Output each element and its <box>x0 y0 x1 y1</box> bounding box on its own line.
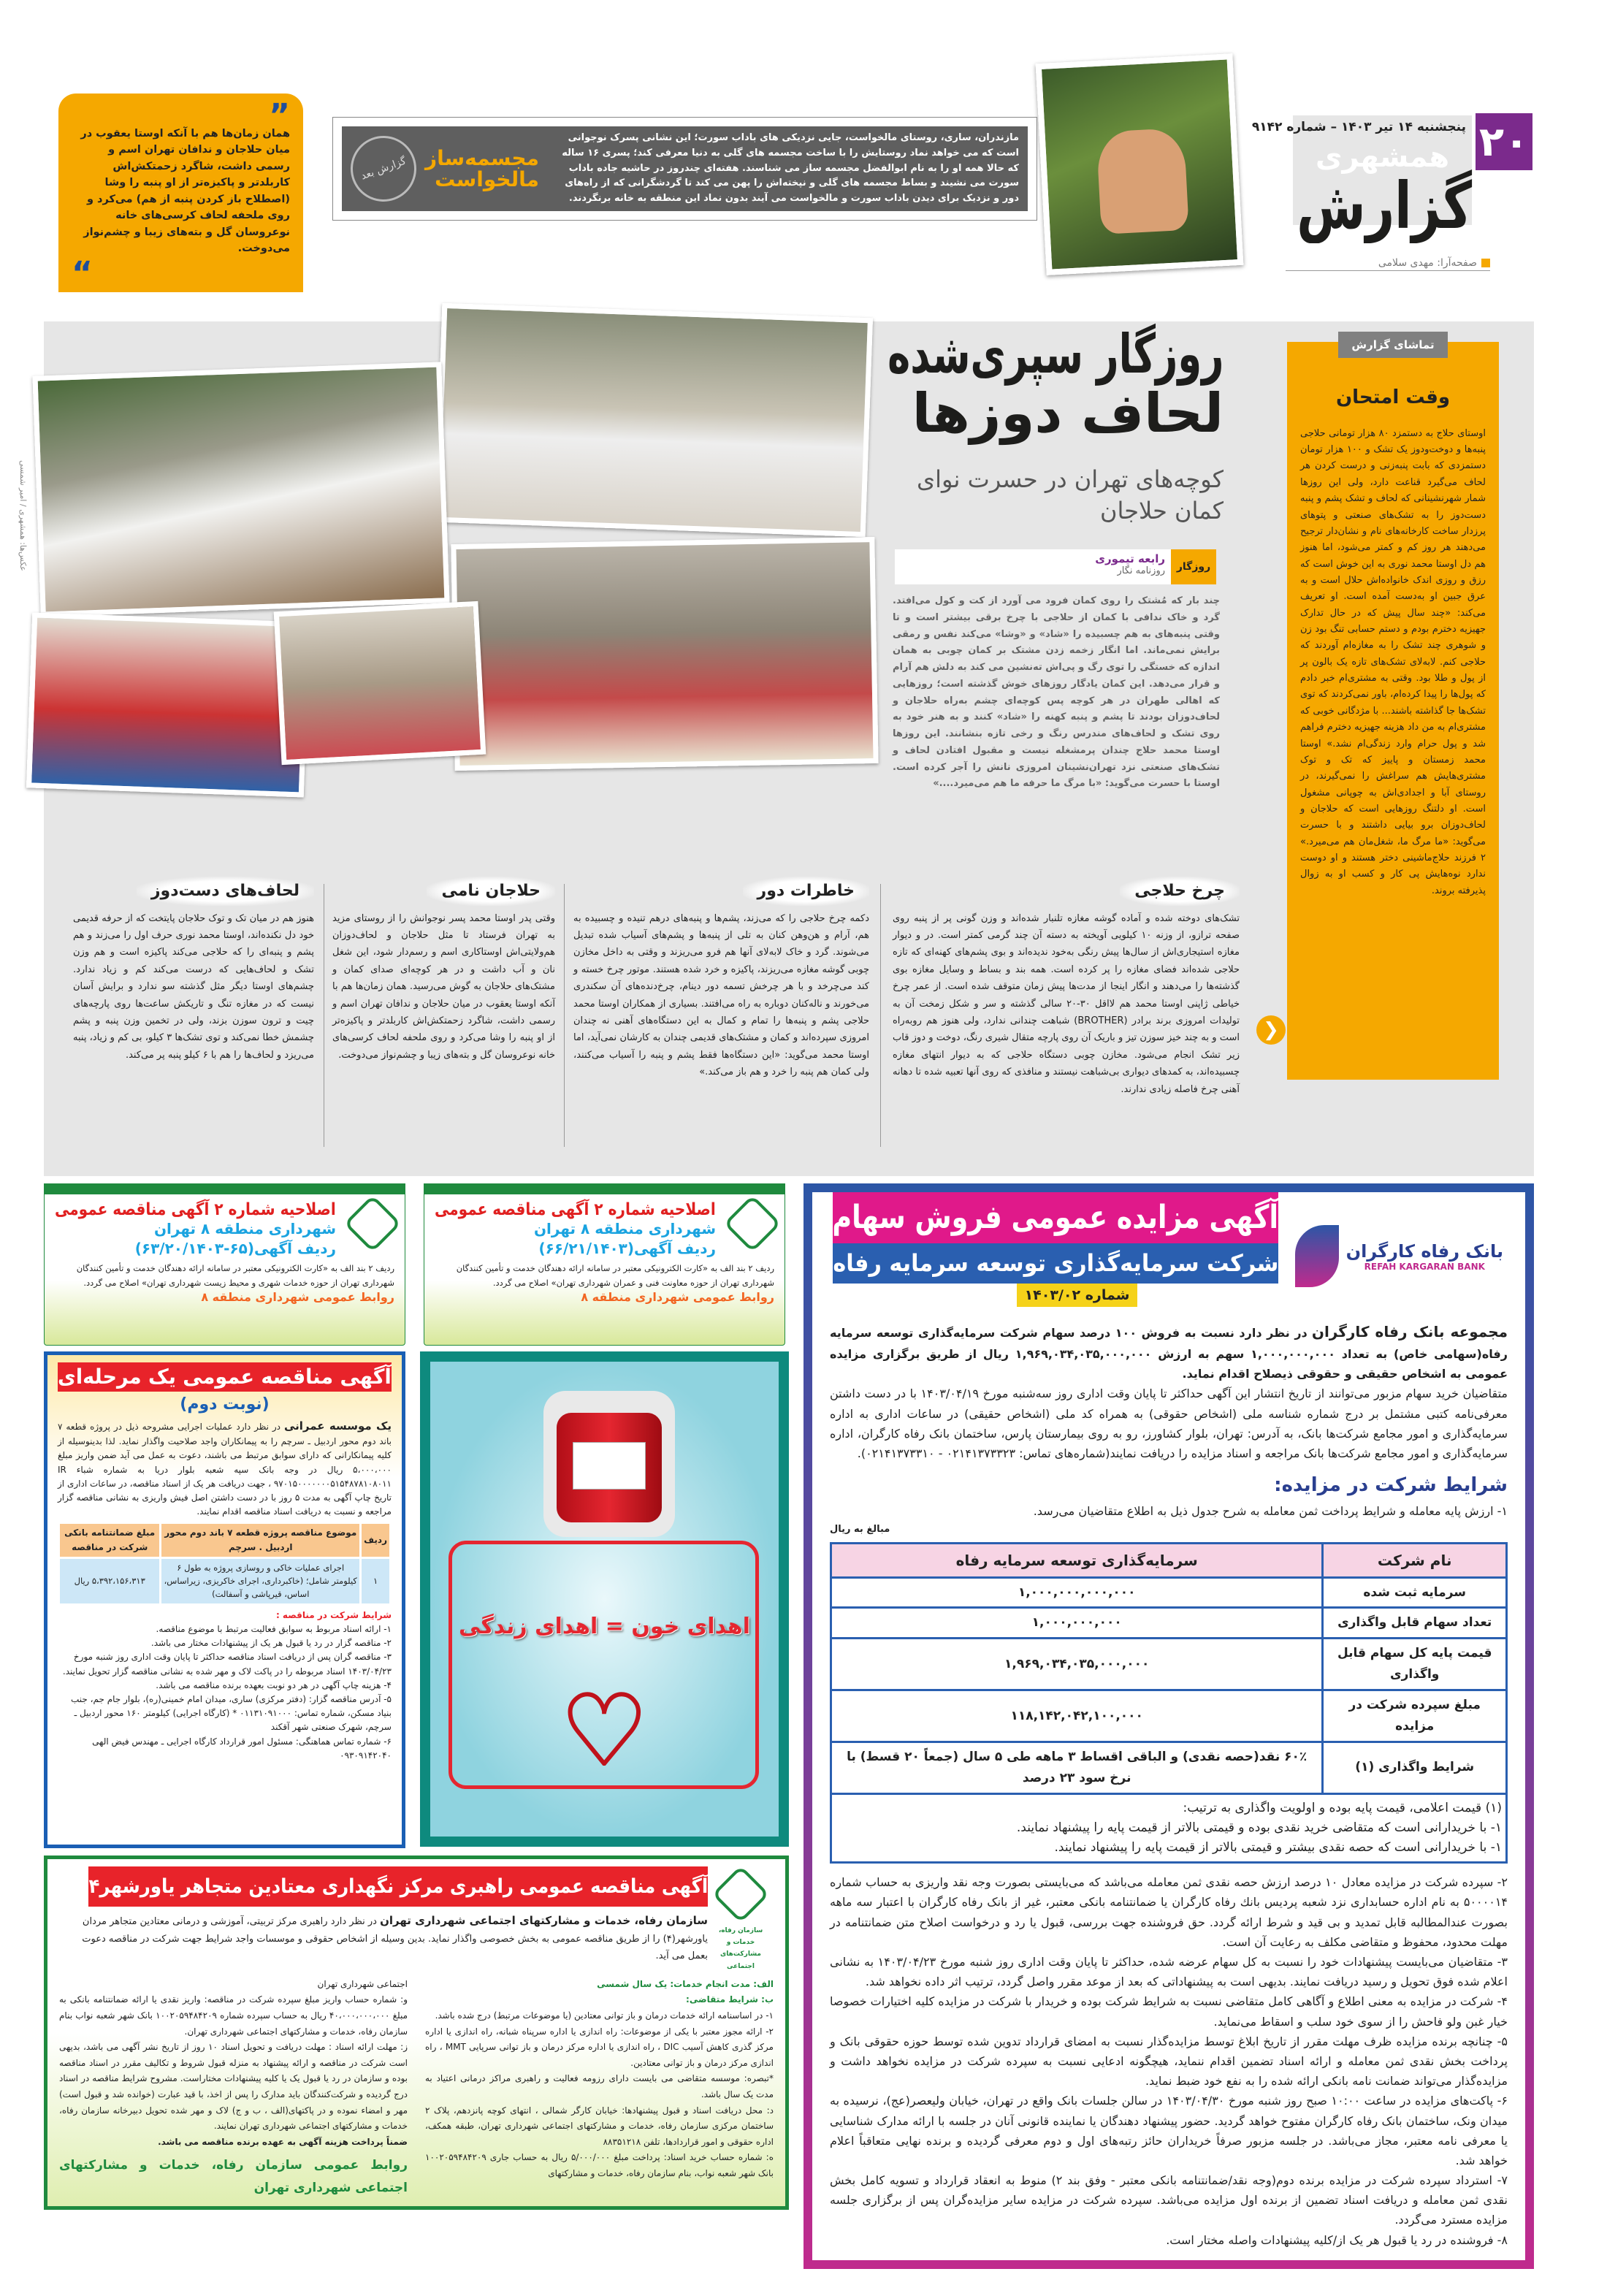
quote-close-icon: “ <box>72 254 93 292</box>
article-photo-5 <box>274 601 486 765</box>
bank-name-en: REFAH KARGARAN BANK <box>1364 1261 1485 1272</box>
ad-row: ردیف آگهی(۶۵-۶۳/۲۰/۱۴۰۳) <box>134 1240 336 1257</box>
tehran-municipality-emblem-icon <box>711 1865 769 1923</box>
sidebar-title: وقت امتحان <box>1335 386 1451 408</box>
article-lead: چند بار که مُشتک را روی کمان فرود می آورد از کت و کول می‌افتد. گرد و خاک ندافی با کمان از حلاجی با چرخ برقی بیشتر است و تا وقتی پنبه‌های به هم چسبیده را «شاد» و «وشا» می‌کند نفس و رمقی برایش نمی‌ماند. اما انگار زخمه زدن مشتک بر کمان چوبی به همان اندازه که خستگی را توی رگ و پی‌اش ته‌نشین می کند به دلش هم آرام و قرار می‌دهد. این کمان یادگار روزهای خوش گذشته است؛ روزهایی که اهالی طهران در هر کوچه پس کوچه‌ای چشم به‌راه حلاجان و لحاف‌دوزان بودند تا پشم و پنبه کهنه را «شاد» کنند و به هنر خود به روی تشک و لحاف‌های مندرس رنگ و رخی تازه بنشانند. این روزها اوستا محمد حلاج چندان پرمشغله نیست و مقبول افتادن لحاف و تشک‌های صنعتی نزد تهران‌نشینان امروزی نانش را آجر کرده است. اوستا با حسرت می‌گوید: «با مرگ ما حرفه ما هم می‌میرد....» <box>893 595 1220 790</box>
column-title: حلاجان نامی <box>427 877 555 906</box>
ad-paragraph: متقاضیان خرید سهام مزبور می‌توانند از تاریخ انتشار این آگهی حداکثر تا پایان وقت اداری روز سه‌شنبه مورخ ۱۴۰۳/۰۴/۱۹ با در دست داشتن معرفی‌نامه کتبی مشتمل بر درج شماره شناسه ملی (اشخاص حقوقی) به همراه کد ملی (اشخاص حقیقی) در ساعات اداری به اداره سرمایه‌گذاری و امور مجامع شرکت‌ها بانک، به آدرس: تهران، بلوار کشاورز، رو به روی بیمارستان پارس، ساختمان بانک رفاه کارگران، اداره سرمایه‌گذاری و امور مجامع شرکت‌ها بانک مراجعه و اسناد مزایده را دریافت نمایند(شماره‌های تماس: ۰۲۱۴۱۳۷۳۳۲۳ - ۰۲۱۴۱۳۷۳۳۱۰). <box>830 1387 1508 1460</box>
refah-ad-inner <box>812 1192 1525 2260</box>
article-photo-1 <box>435 303 873 537</box>
tehran-municipality-emblem-icon <box>343 1194 401 1252</box>
sidebar-tag: تماشای گزارش <box>1338 332 1448 358</box>
article-subhead: کوچه‌های تهران در حسرت نوای کمان حلاجان <box>917 465 1224 525</box>
ad-footer: روابط عمومی شهرداری منطقه ۸ <box>201 1290 394 1305</box>
photo-story-title-line: مالخواست <box>435 167 539 191</box>
ad-footer: روابط عمومی سازمان رفاه، خدمات و مشارکتهای اجتماعی شهرداری تهران <box>59 2158 408 2195</box>
table-row: قیمت پایه کل سهام قابل واگذاری ۱,۹۶۹,۰۳۴,۰۳۵,۰۰۰,۰۰۰ <box>831 1639 1507 1690</box>
section-title <box>1296 168 1472 243</box>
table-header-row: نام شرکت سرمایه‌گذاری توسعه سرمایه رفاه <box>831 1543 1507 1577</box>
headline-line <box>888 325 1224 384</box>
layout-credit: صفحه‌آرا: مهدی سلامی <box>1286 257 1490 271</box>
article-column <box>332 877 555 1064</box>
article-column <box>893 877 1240 1098</box>
ad-title-text: آگهی مزایده عمومی فروش سهام <box>833 1199 1278 1236</box>
article-headline <box>888 325 1224 444</box>
goat-statue-figure <box>1096 128 1189 234</box>
heart-icon: ♥ <box>562 1675 647 1786</box>
section-title-text: گزارش <box>1296 168 1472 243</box>
ad-number: شماره ۱۴۰۳/۰۲ <box>1017 1284 1137 1307</box>
ad-intro: یک موسسه عمرانی در نظر دارد عملیات اجرایی مشروحه ذیل در پروژه قطعه ۷ باند دوم محور اردبیل ـ سرچم را به پیمانکاران واجد صلاحیت واگذار نماید. لذا بدینوسیله از کلیه پیمانکارانی که دارای سوابق مرتبط می باشند، دعوت به عمل می آید ضمن واریز مبلغ ۵،۰۰۰،۰۰۰ ریال در وجه بانک سپه شعبه بلوار دریا به شماره شباء IR ۹۷۰۱۵۰۰۰۰۰۰۰۵۱۵۴۸۷۸۱۰۸۰۱۱ ، جهت دریافت هر یک از اسناد مناقصه، در ساعات اداری از تاریخ چاپ آگهی به مدت ۵ روز با در دست داشتن اصل فیش واریزی به نشانی مناقصه گزار مراجعه و نسبت به دریافت اسناد مناقصه اقدام نمایند. <box>58 1419 392 1517</box>
ad-title: اصلاحیه شماره ۲ آگهی مناقصه عمومی <box>435 1200 716 1219</box>
ad-footer: روابط عمومی شهرداری منطقه ۸ <box>581 1290 774 1305</box>
article-column <box>73 877 314 1064</box>
bank-name-fa: بانک رفاه کارگران <box>1345 1240 1503 1262</box>
org-caption: سازمان رفاه، خدمات و مشارکت‌های اجتماعی <box>718 1927 763 1970</box>
blood-donation-ad <box>420 1351 789 1847</box>
ad-subtitle-text: شرکت سرمایه‌گذاری توسعه سرمایه رفاه <box>833 1249 1278 1277</box>
table-row: شرایط واگذاری (۱) ۶۰٪ نقد(حصه نقدی) و الباقی اقساط ۳ ماهه طی ۵ سال (جمعاً ۲۰ قسط) با نرخ سود ۲۳ درصد <box>831 1742 1507 1793</box>
sidebar-text: اوستای حلاج به دستمزد ۸۰ هزار تومانی حلاجی پنبه‌ها و دوخت‌ودوز یک تشک و ۱۰۰ هزار تومان دستمزدی که بابت پنبه‌زنی و درست کردن هر لحاف می‌گیرد قناعت دارد، ولی این روزها شمار شهرنشینانی که لحاف و تشک پشم و پنبه دست‌دوز را به تشک‌های صنعتی و پتوهای پرزدار ساخت کارخانه‌های نام و نشان‌دار ترجیح می‌دهند هر روز کم و کمتر می‌شود، اما هنوز هم دل اوستا محمد نوری به این خوش است که رزق و روزی اندک خانواده‌اش حلال است و به عرق جبین او به‌دست آمده است. او تعریف می‌کند: «چند سال پیش که در حال تدارک جهیزیه دخترم بودم و دستم حسابی تنگ بود زن و شوهری چند تشک را به مغازه‌ام آوردند که حلاجی کنم. لابه‌لای تشک‌های تازه یک بالون پر از پول و طلا بود. وقتی به مشتری‌ام خبر دادم که پول‌ها را پیدا کرده‌ام، باور نمی‌کردند که توی تشک‌ها جا گذاشته باشند... با مژدگانی خوبی که مشتری‌ام به من داد هزینه جهیزیه دخترم فراهم شد و پول حرام وارد زندگی‌ام نشد.» اوستا محمد زمستان و پاییز که تک و توک مشتری‌هایش هم سراغش را نمی‌گیرند، در روستای آبا و اجدادی‌اش به چوپانی مشغول است. او دلتنگ روزهایی است که حلاجان و لحاف‌دوزان برو بیایی داشتند و با حسرت می‌گوید: «ما مرگ ما، شغل‌مان هم می‌میرد.» ۲ فرزند حلاج‌ماشینی دختر هستند و او دوست ندارد نوه‌هایش پی کار و کسب او به زوال پذیرفته بروند. <box>1300 427 1486 896</box>
stamp-icon: گزارش بعد <box>341 126 425 210</box>
ad-title: اصلاحیه شماره ۲ آگهی مناقصه عمومی <box>55 1200 336 1219</box>
column-text: وقتی پدر اوستا محمد پسر نوجوانش را از روستای مزید به تهران فرستاد تا مثل حلاجان و لحاف‌دوزان هم‌ولایتی‌اش اوستاکاری اسم و رسم‌دار شود، این شغل نان و آب داشت و در هر کوچه‌ای صدای کمان و مشتک‌های حلاجان به گوش می‌رسید. همان زمان‌ها هم با آنکه اوستا یعقوب در میان حلاجان و ندافان تهران اسم و رسمی داشت، شاگرد زحمتکش‌اش کاربلدتر و پاکیزه‌تر از او پنبه را وشا می‌کرد و روی ملحفه لحاف کرسی‌های خانه نوعروسان گل و بته‌های زیبا و چشم‌نواز می‌دوخت. <box>332 912 555 1061</box>
photo-story-box <box>332 117 1037 221</box>
blood-slogan: اهدای خون = اهدای زندگی <box>459 1614 750 1639</box>
sidebar-box <box>1287 338 1499 1080</box>
column-title: خاطرات دور <box>743 877 869 906</box>
author-name: رابعه تیموری <box>1095 552 1165 565</box>
table-footnote-row <box>831 1793 1507 1863</box>
pull-quote-text: همان زمان‌ها هم با آنکه اوستا یعقوب در میان حلاجان و ندافان تهران اسم و رسمی داشت، شاگرد زحمتکش‌اش کاربلدتر و پاکیزه‌تر از او پنبه را وشا (اصطلاح باز کردن پنبه از هم) می‌کرد و روی ملحفه لحاف کرسی‌های خانه نوعروسان گل و بته‌های زیبا و چشم‌نواز می‌دوخت. <box>80 128 290 255</box>
auction-table <box>830 1542 1508 1864</box>
blood-bag-icon <box>543 1391 675 1537</box>
column-title: چرخ حلاجی <box>1120 877 1240 906</box>
tender-ad <box>44 1351 405 1848</box>
welfare-tender-ad <box>44 1856 789 2210</box>
conditions-list: ۱- ارائه اسناد مربوط به سوابق فعالیت مرتبط با موضوع مناقصه. ۲- مناقصه گزار در رد یا قبول هر یک از پیشنهادات مختار می باشد. ۳- مناقصه گران پس از دریافت اسناد مناقصه حداکثر تا پایان وقت اداری روز شنبه مورخ ۱۴۰۳/۰۴/۲۳ اسناد مربوطه را در پاکت لاک و مهر شده به نشانی مناقصه گزار تحویل نمایند. ۴- هزینه چاپ آگهی در هر دو نوبت بعهده برنده مناقصه می باشد. ۵- آدرس مناقصه گزار: (دفتر مرکزی) ساری، میدان امام خمینی(ره)، بلوار جام جم، جنب بنیاد مسکن، شماره تماس: ۰۱۱۳۱۰۹۱۰۰۰ * (کارگاه اجرایی) کیلومتر ۱۶۰ محور اردبیل ـ سرچم، شهرک صنعتی شهر آقکند ۶- شماره تماس هماهنگی: مسئول امور قرارداد کارگاه اجرایی ـ مهندس فیض الهی ۰۹۳۰۹۱۴۲۰۴۰ <box>62 1624 392 1761</box>
tehran-municipality-emblem-icon <box>723 1194 781 1252</box>
ad-intro: سازمان رفاه، خدمات و مشارکتهای اجتماعی شهرداری تهران در نظر دارد راهبری مرکز تربیتی، آموزشی و درمانی معتادین متجاهر مردان یاورشهر(۴) را از طریق مناقصه عمومی به بخش خصوصی واگذار نماید. بدین وسیله از اشخاص حقوقی و موسسات واجد شرایط جهت شرکت در مناقصه دعوت بعمل می آید. <box>82 1914 708 1962</box>
pull-quote <box>58 94 303 292</box>
condition-item: ۱- ارزش پایه معامله و شرایط پرداخت ثمن معامله به شرح جدول ذیل به اطلاع متقاضیان می‌رسد. <box>1033 1504 1508 1519</box>
page-number: ۲۰ <box>1476 113 1532 170</box>
ad-text: ردیف ۲ بند الف به «کارت الکترونیکی معتبر در سامانه ارائه دهندگان خدمت و تأمین کنندگان شهرداری تهران از حوزه معاونت فنی و عمران شهرداری تهران» اصلاح می گردد. <box>456 1263 774 1288</box>
quote-open-icon: ” <box>269 97 290 134</box>
article-photo-3 <box>451 537 878 771</box>
column-text: دکمه چرخ حلاجی را که می‌زند، پشم‌ها و پنبه‌های درهم تنیده و چسبیده به هم، آرام و هن‌وهن کنان به تلی از پنبه‌ها و پشم‌های آسیاب شده تبدیل می‌شوند. گرد و خاک لابه‌لای آنها هم فرو می‌ریزند و وقتی به داخل مخازن چوبی گوشه مغازه می‌ریزند، پاکیزه و خرد شده هستند. موتور چرخ خسته و کند می‌چرخد و با هر چرخش تسمه دور دینام، چرخ‌دنده‌های آن سکندری می‌خورند و ناله‌کنان دوباره به راه می‌افتند. بسیاری از همکاران اوستا محمد حلاجی پشم و پنبه‌ها را تمام و کمال به این دستگاه‌های آهنی نه چندان امروزی سپرده‌اند و کمان و مشتک‌های قدیمی چندان به کارشان نمی‌آید، اما اوستا محمد می‌گوید: «این دستگاه‌ها فقط پشم و پنبه را آسیاب می‌کنند، ولی کمان هم پنبه را خرد و هم باز می‌کند.» <box>573 912 869 1078</box>
tender-table <box>58 1522 392 1606</box>
column-divider <box>880 884 881 1147</box>
table-row: سرمایه ثبت شده ۱,۰۰۰,۰۰۰,۰۰۰,۰۰۰ <box>831 1577 1507 1608</box>
column-title: لحاف‌های دست‌دوز <box>137 877 314 906</box>
amendment-ad <box>424 1183 785 1346</box>
table-row: ۱ اجرای عملیات خاکی و روسازی پروژه به طول ۶ کیلومتر شامل؛ (خاکبرداری، اجرای خاکریزی، زیراساس، اساس، قیرپاشی و آسفالت) ۵،۳۹۲،۱۵۶،۳۱۳ ریال <box>60 1559 389 1603</box>
conditions-title: شرایط شرکت در مزایده: <box>1274 1474 1508 1497</box>
ad-title: آگهی مناقصه عمومی یک مرحله‌ای <box>58 1362 392 1392</box>
ad-text: ردیف ۲ بند الف به «کارت الکترونیکی معتبر در سامانه ارائه دهندگان خدمت و تأمین کنندگان شهرداری تهران از حوزه خدمات شهری و محیط زیست شهرداری تهران» اصلاح می گردد. <box>76 1263 394 1288</box>
author-role: روزنامه نگار <box>1117 565 1165 576</box>
ad-body <box>830 1319 1508 2250</box>
conditions-title: شرایط شرکت در مناقصه : <box>275 1609 392 1620</box>
table-footnotes: (۱) قیمت اعلامی، قیمت پایه بوده و اولویت واگذاری به ترتیب: ۱- با خریدارانی است که متقاضی خرید نقدی بوده و قیمتی بالاتر از قیمت پایه را پیشنهاد نمایند. ۱- با خریدارانی است که حصه نقدی بیشتر و قیمتی بالاتر از قیمت پایه را پیشنهاد نمایند. <box>831 1793 1507 1863</box>
table-row: مبلغ سپرده شرکت در مزایده ۱۱۸,۱۴۲,۰۴۲,۱۰۰,۰۰۰ <box>831 1690 1507 1742</box>
article-photo-4 <box>26 612 310 797</box>
chevron-left-icon: ❮ <box>1256 1015 1286 1045</box>
article-column <box>573 877 869 1081</box>
ad-org: شهرداری منطقه ۸ تهران <box>153 1220 336 1237</box>
currency-unit: مبالغ به ریال <box>830 1523 890 1535</box>
ad-intro: مجموعه بانک رفاه کارگران در نظر دارد نسبت به فروش ۱۰۰ درصد سهام شرکت سرمایه‌گذاری توسعه سرمایه رفاه(سهامی خاص) به تعداد ۱,۰۰۰,۰۰۰,۰۰۰ سهم به ارزش ۱,۹۶۹,۰۳۴,۰۳۵,۰۰۰,۰۰۰ ریال از طریق برگزاری مزایده عمومی به اشخاص حقیقی و حقوقی ذیصلاح اقدام نماید. <box>830 1323 1508 1381</box>
amendment-ad <box>44 1183 405 1346</box>
ad-right-column: الف: مدت انجام خدمات: یک سال شمسی ب: شرایط متقاضی: ۱- در اساسنامه ارائه خدمات درمان و باز توانی معتادین (یا موضوعات مرتبط) درج شده باشد. ۲- ارائه مجوز معتبر با یکی از موضوعات: راه اندازی یا اداره سرپناه شبانه، راه اندازی یا اداره مرکز گذری کاهش آسیب DIC ، راه اندازی یا اداره مرکز درمان و باز توانی سرپایی MMT ، راه اندازی مرکز درمان و باز توانی معتادین. *تبصره: موسسه متقاضی می بایست دارای رزومه فعالیت و راهبری مراکز درمانی اعتیاد به مدت یک سال باشد. د: محل دریافت اسناد و قبول پیشنهادها: خیابان کارگر شمالی ، انتهای کوچه پانزدهم، پلاک ۲ ساختمان مرکزی سازمان رفاه، خدمات و مشارکتهای اجتماعی شهرداری تهران، طبقه همکف، اداره حقوقی و امور قراردادها، تلفن ۸۸۳۵۱۲۱۸ ه: شماره حساب خرید اسناد: پرداخت مبلغ ۵/۰۰۰/۰۰۰ ریال به حساب جاری ۱۰۰۲۰۵۹۴۸۴۲۰۹ بانک شهر شعبه نواب، بنام سازمان رفاه، خدمات و مشارکتهای <box>425 1978 774 2178</box>
welfare-org-logo <box>708 1866 774 1972</box>
photo-caption: عکس‌ها: همشهری / امیر شمسی <box>18 460 28 571</box>
ad-org: شهرداری منطقه ۸ تهران <box>533 1220 716 1237</box>
headline-line-text: روزگار سپری‌شده <box>887 323 1224 386</box>
ad-row: ردیف آگهی(۶۶/۲۱/۱۴۰۳) <box>538 1240 716 1257</box>
photo-story-title <box>425 145 539 191</box>
photo-story-text: مازندران، ساری، روستای مالخواست، جایی نزدیکی های باداب سورت؛ این نشانی پسرک نوجوانی است که می خواهد نماد روستایش را با ساخت مجسمه های گلی به دنیا معرفی کند؛ پسری ۱۶ ساله که حالا همه او را به نام ابوالفضل مجسمه ساز می شناسند. هفته‌ای چندروز در حاشیه جاده باداب سورت می نشیند و بساط مجسمه های گلی و نپخته‌اش را پهن می کند تا گردشگرانی که از راه‌های دور و نزدیک برای دیدن باداب سورت و مالخواست می آیند بدون نماد این منطقه به خانه برنگردند. <box>562 132 1019 205</box>
ad-title <box>833 1192 1278 1243</box>
photo-story-title-line: مجسمه‌ساز <box>425 145 539 170</box>
headline-line-text: لحاف دوزها <box>912 382 1224 446</box>
bank-logo-icon <box>1295 1225 1339 1287</box>
byline <box>895 549 1216 584</box>
kicker: روزگار <box>1171 549 1216 584</box>
ad-title: آگهی مناقصه عمومی راهبری مرکز نگهداری معتادین متجاهر یاورشهر۴ <box>88 1866 708 1907</box>
column-text: هنوز هم در میان تک و توک حلاجان پایتخت که از حرفه قدیمی خود دل نکنده‌اند، اوستا محمد نوری حرف اول را می‌زند و هم پشم و پنبه‌ای را که حلاجی می‌کند پاکیزه است و هم وزن تشک و لحاف‌هایی که درست می‌کند کم و زیاد ندارد. چشم‌های اوستا دیگر مثل گذشته سو ندارد و برایش آسان نیست که در مغازه تنگ و تاریکش ساعت‌ها روی پارچه‌های چیت و ترون سوزن بزند، ولی در تخمین وزن پنبه و پشم چشمش خطا نمی‌کند و توی تشک‌ها ۳ کیلو، بی کم و زیاد، پنبه می‌ریزد و لحاف‌ها را هم با ۶ کیلو پنبه پر می‌کند. <box>73 912 315 1061</box>
column-divider <box>564 884 565 1147</box>
clay-statue-photo <box>1036 53 1244 275</box>
conditions-list: ۲- سپرده شرکت در مزایده معادل ۱۰ درصد ارزش حصه نقدی ثمن معامله می‌باشد که می‌بایستی بصورت وجه نقد واریزی به حساب شماره ۵۰۰۰۰۱۴ به نام اداره حسابداری نزد شعبه پردیس بانك رفاه کارگران یا ضمانتنامه بانکی معتبر، غیر از بانک رفاه کارگران با اعتبار سه ماهه بصورت عندالمطالبه قابل تمدید و بی قید و شرط ارائه گردد. حق فروشنده جهت بررسی، قبول یا رد و درخواست اصلاح متن ضمانتنامه در مهلت محدود، محفوظ و متقاضی مکلف به رعایت آن است. ۳- متقاضیان می‌بایست پیشنهادات خود را نسبت به کل سهام عرضه شده، حداکثر تا پایان وقت اداری روز شنبه مورخ ۱۴۰۳/۰۴/۲۳ به نشانی اعلام شده فوق تحویل و رسید دریافت نمایند. بدیهی است به پیشنهاداتی که بعد از موعد مقرر واصل گردد، ترتیب اثر داده نخواهد شد. ۴- شرکت در مزایده به معنی اطلاع و آگاهی کامل متقاضی نسبت به شرایط شرکت بوده و خریدار با شرکت در مزایده کلیه اختیارات خصوصا خیار غبن ولو فاحش را از سوی خود سلب و اسقاط می‌نماید. ۵- چنانچه برنده مزایده ظرف مهلت مقرر از تاریخ ابلاغ توسط مزایده‌گذار نسبت به امضای قرارداد تدوین شده توسط حوزه حقوقی بانک و پرداخت بخش نقدی ثمن معامله و ارائه اسناد تضمین اقدام ننماید، هیچگونه ادعایی نسبت به سپرده شرکت در مزایده نخواهد داشت و مزایده‌گذار می‌تواند ضمانت نامه بانکی ارائه شده را به نفع خود ضبط نماید. ۶- پاکت‌های مزایده در ساعت ۱۰:۰۰ صبح روز شنبه مورخ ۱۴۰۳/۰۴/۳۰ در سالن جلسات بانک واقع در تهران، خیابان ولیعصر(عج)، نرسیده به میدان ونک، ساختمان بانک رفاه کارگران مفتوح خواهد گردید. حضور پیشنهاد دهندگان یا نماینده قانونی آنان در جلسه با ارائه مدارک شناسایی یا معرفی نامه معتبر، مجاز می‌باشد. در جلسه مزبور صرفاً خریداران حائز رتبه‌های اول و دوم معرفی گردیده و برنده نهایی متعاقباً اعلام خواهد شد. ۷- استرداد سپرده شرکت در مزایده برنده دوم(وجه نقد/ضمانتنامه بانکی معتبر - وفق بند ۲) منوط به انعقاد قرارداد و تسویه کامل بخش نقدی ثمن معامله و دریافت اسناد تضمین از برنده اول مزایده می‌باشد. سپرده شرکت در مزایده سایر مزایده‌گران پس از برگزاری جلسه مزایده مسترد می‌گردد. ۸- فروشنده در رد یا قبول هر یک از/کلیه پیشنهادات واصله مختار است. <box>830 1875 1508 2247</box>
column-text: تشک‌های دوخته شده و آماده گوشه مغازه تلنبار شده‌اند و وزن گونی پر از پنبه روی صفحه ترازو، از وزنه ۱۰ کیلویی آویخته به دسته آن چند گرمی کمتر است. در و دیوار مغازه استیجاری‌اش از سال‌ها پیش رنگی به‌خود ندیده‌اند و بوی پشم‌های کهنه‌ای که تازه حلاجی شده‌اند فضای مغازه را پر کرده است. همه بند و بساط و وسایل مغازه بوی گذشته‌ها را می‌دهند و انگار اینجا از مدت‌ها پیش زمان متوقف شده است. از عمر چرخ خیاطی ژاپنی اوستا محمد هم لااقل ۳۰-۲۰ سالی گذشته و سر و شکل زمخت آن به تولیدات امروزی برند برادر (BROTHER) شباهت چندانی ندارد، ولی هنوز هم روبه‌راه است و به چند خیز سوزن تیز و باریک آن روی پارچه متقال شیری رنگ، دوخت و دوز قاب زیر تشک انجام می‌شود. مخازن چوبی دستگاه حلاجی که به دیوار انتهای مغازه چسبیده‌اند، به کمدهای دیواری بی‌شباهت نیستند و منافذی که روی آنها تعبیه شده تا دهانه آهنی چرخ فاصله زیادی ندارند. <box>893 912 1240 1095</box>
ad-subtitle <box>833 1243 1278 1284</box>
table-row: تعداد سهام قابل واگذاری ۱,۰۰۰,۰۰۰,۰۰۰ <box>831 1608 1507 1639</box>
refah-auction-ad <box>804 1183 1534 2269</box>
ad-left-column: اجتماعی شهرداری تهران و: شماره حساب واریز مبلغ سپرده شرکت در مناقصه: واریز نقدی یا ارائه ضمانتنامه بانکی به مبلغ ۴۰،۰۰۰،۰۰۰،۰۰۰ ریال به حساب سپرده شماره ۱۰۰۲۰۵۹۴۸۴۲۰۹ بانک شهر شعبه نواب بنام سازمان رفاه، خدمات و مشارکتهای اجتماعی شهرداری تهران. ز: مهلت ارائه اسناد : مهلت دریافت و تحویل اسناد ۱۰ روز از تاریخ نشر آگهی می باشد، بدیهی است شرکت در مناقصه و ارائه پیشنهاد به منزله قبول شروط و تکالیف مقرر در اسناد مناقصه بوده و سازمان در رد یا قبول یک یا کلیه پیشنهادات مختاراست. مشروح شرایط مناقصه در اسناد درج گردیده و شرکت‌کنندگان باید مدارک را پس از اخذ، با قید عبارت (خوانده شد و قبول است) مهر و امضاء نموده و در پاکتهای(الف ، ب و ج) لاک و مهر شده تحویل دبیرخانه سازمان رفاه، خدمات و مشارکتهای اجتماعی شهرداری تهران نمایند. ضمناً پرداخت هزینه آگهی به عهده برنده مناقصه می باشد. روابط عمومی سازمان رفاه، خدمات و مشارکتهای اجتماعی شهرداری تهران <box>59 1977 408 2200</box>
headline-line <box>888 382 1224 446</box>
table-header-row: ردیف موضوع مناقصه پروژه قطعه ۷ باند دوم محور اردبیل . سرچم مبلغ ضمانتنامه بانکی شرکت در مناقصه <box>60 1524 389 1556</box>
bank-logo <box>1295 1225 1503 1287</box>
article-photo-2 <box>32 362 449 617</box>
ad-round: (نوبت دوم) <box>180 1395 270 1414</box>
issue-date: پنجشنبه ۱۴ تیر ۱۴۰۳ – شماره ۹۱۴۲ <box>1251 120 1466 134</box>
newspaper-logo-watermark: همشهری <box>1315 140 1450 174</box>
